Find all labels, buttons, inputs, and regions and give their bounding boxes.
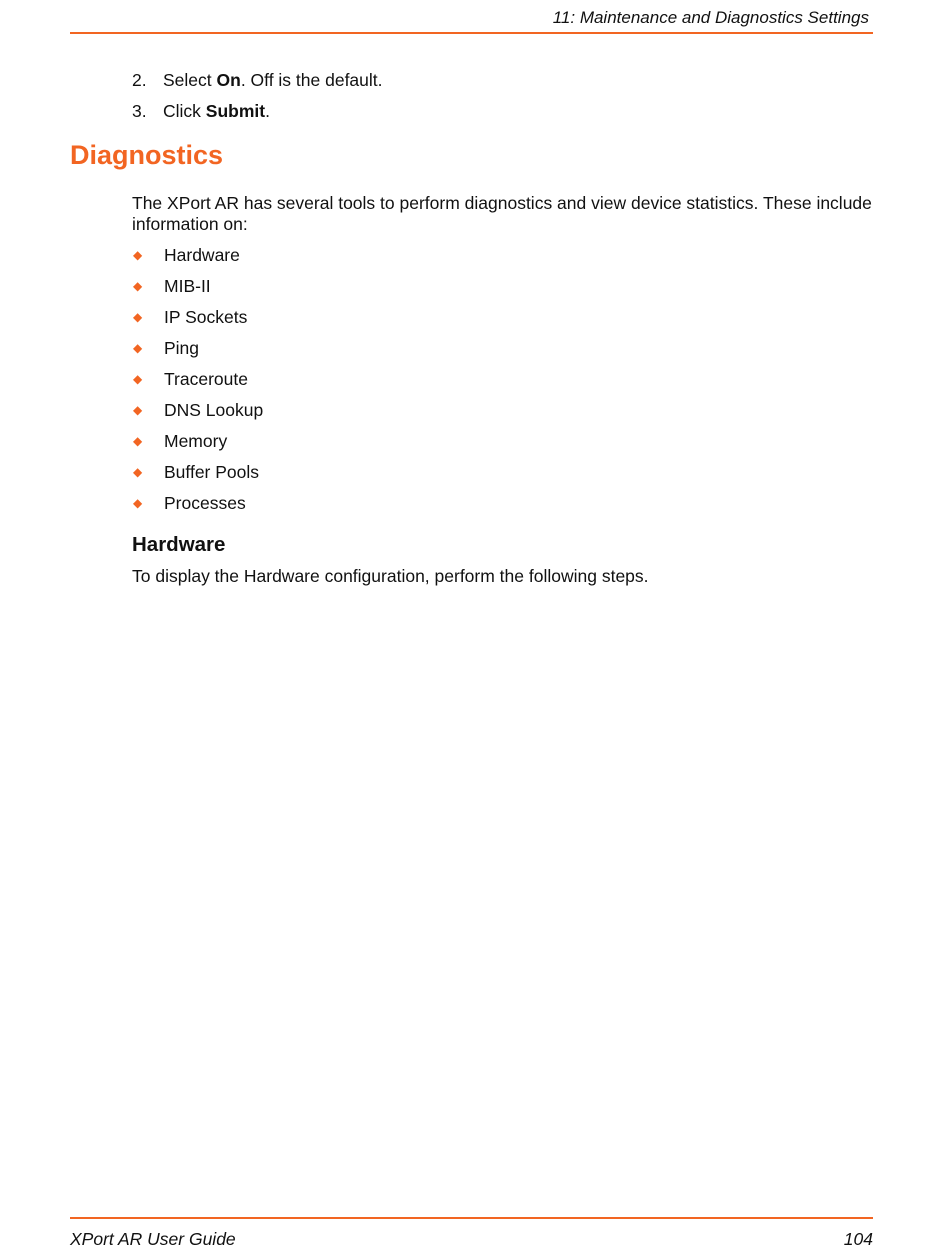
- list-item-label: DNS Lookup: [164, 400, 264, 420]
- list-item: [132, 462, 872, 493]
- subsection-text: To display the Hardware configuration, perform the following steps.: [132, 566, 649, 586]
- list-item: [132, 307, 872, 338]
- step-text: [163, 69, 383, 100]
- step-option-label: On: [216, 70, 241, 90]
- list-item-label: Buffer Pools: [164, 462, 260, 482]
- step-text-lead: Select: [163, 70, 217, 90]
- list-item-label: Hardware: [164, 245, 240, 265]
- diamond-bullet-icon: ◆: [133, 248, 143, 262]
- page-number: 104: [843, 1229, 873, 1249]
- diamond-bullet-icon: ◆: [133, 372, 143, 386]
- list-item: [132, 400, 872, 431]
- diamond-bullet-icon: ◆: [133, 465, 143, 479]
- diamond-bullet-icon: ◆: [133, 403, 143, 417]
- step-button-label: Submit: [205, 101, 266, 121]
- step-text: [163, 100, 270, 131]
- running-header: 11: Maintenance and Diagnostics Settings: [552, 8, 869, 27]
- list-item: [132, 245, 872, 276]
- diamond-bullet-icon: ◆: [133, 310, 143, 324]
- numbered-steps: [132, 69, 872, 131]
- step-text-lead: Click: [163, 101, 206, 121]
- list-item: [132, 369, 872, 400]
- list-item-label: Ping: [164, 338, 200, 358]
- header-rule: [70, 32, 873, 34]
- diagnostics-tool-list: [132, 245, 872, 524]
- step-text-tail: . Off is the default.: [240, 70, 383, 90]
- list-item-label: IP Sockets: [164, 307, 248, 327]
- step-number: 2.: [132, 70, 147, 90]
- step-number: 3.: [132, 101, 147, 121]
- subsection-heading: Hardware: [132, 533, 226, 556]
- list-item: [132, 276, 872, 307]
- footer-rule: [70, 1217, 873, 1219]
- diamond-bullet-icon: ◆: [133, 341, 143, 355]
- list-item: [132, 493, 872, 524]
- list-item-label: MIB-II: [164, 276, 211, 296]
- intro-paragraph: The XPort AR has several tools to perform diagnostics and view device statistics. These include information on:: [132, 193, 872, 234]
- section-title: Diagnostics: [70, 140, 224, 170]
- footer-guide-title: XPort AR User Guide: [70, 1229, 236, 1249]
- list-item-label: Processes: [164, 493, 246, 513]
- step-item: [132, 69, 872, 100]
- diamond-bullet-icon: ◆: [133, 279, 143, 293]
- diamond-bullet-icon: ◆: [133, 434, 143, 448]
- step-item: [132, 100, 872, 131]
- step-text-tail: .: [265, 101, 270, 121]
- list-item-label: Memory: [164, 431, 228, 451]
- diamond-bullet-icon: ◆: [133, 496, 143, 510]
- list-item-label: Traceroute: [164, 369, 248, 389]
- list-item: [132, 338, 872, 369]
- list-item: [132, 431, 872, 462]
